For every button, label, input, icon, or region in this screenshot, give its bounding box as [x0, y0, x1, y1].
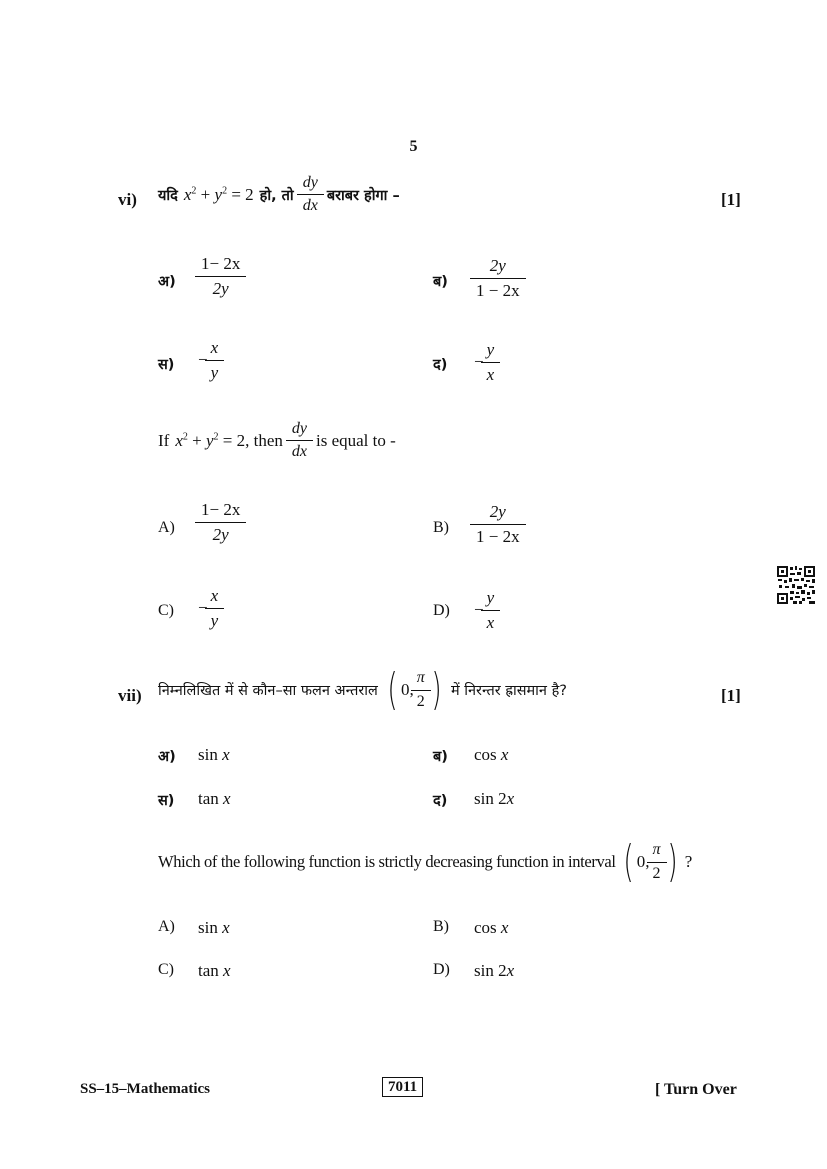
question-7-number: vii)	[118, 686, 142, 705]
q6-hindi-option-a-label: अ)	[158, 274, 176, 290]
q7-hindi-option-b-label: ब)	[433, 749, 448, 765]
q7-hindi-option-c: tan x	[198, 789, 231, 808]
q6-en-option-d-label: D)	[433, 602, 450, 619]
question-6-number: vi)	[118, 190, 137, 209]
footer-subject-code: SS–15–Mathematics	[80, 1081, 210, 1097]
q6-en-option-b-label: B)	[433, 519, 449, 536]
q6-hindi-option-b-label: ब)	[433, 274, 448, 290]
interval-expression: ( 0, $\frac{\pi}{2}$ )	[387, 664, 442, 715]
q7-hindi-option-a: sin x	[198, 745, 230, 764]
question-6-english: If $x^2 + y^2 = 2$, then $\frac{dy}{dx}$ is equal to -	[158, 420, 396, 461]
q6-hindi-option-d-label: द)	[433, 357, 448, 373]
q7-hindi-option-a-label: अ)	[158, 749, 176, 765]
qr-code-icon	[776, 565, 816, 605]
q7-hindi-text: निम्नलिखित में से कौन–सा फलन अन्तराल	[158, 683, 378, 699]
q7-hindi-option-b: cos x	[474, 745, 509, 764]
question-7-marks: [1]	[721, 686, 741, 705]
dy-dx-fraction-en: $\frac{dy}{dx}$	[289, 420, 310, 462]
q7-hindi-option-d: sin 2x	[474, 789, 515, 808]
q6-hindi-mid: हो, तो	[259, 187, 294, 204]
dy-dx-fraction: $\frac{dy}{dx}$	[300, 174, 321, 216]
question-7-hindi	[158, 664, 567, 715]
q7-en-option-b: cos x	[474, 918, 509, 937]
q6-en-option-d: − $\frac{y}{x}$	[474, 588, 497, 632]
q7-hindi-suffix: में निरन्तर ह्रासमान है?	[450, 683, 567, 699]
question-7-english: Which of the following function is strictly decreasing function in interval ( 0, $\frac{\pi}{2}$ ) ?	[158, 836, 693, 887]
q7-en-option-c: tan x	[198, 961, 231, 980]
footer-turn-over: [ Turn Over	[655, 1081, 737, 1098]
q6-en-option-a-label: A)	[158, 519, 175, 536]
footer-paper-code: 7011	[382, 1079, 423, 1096]
q7-en-option-d: sin 2x	[474, 961, 515, 980]
q7-en-option-a-label: A)	[158, 918, 175, 935]
q6-en-option-b: $\frac{2y}{1 - 2x}$	[473, 502, 523, 546]
q6-hindi-option-b: $\frac{2y}{1 - 2x}$	[473, 256, 523, 300]
q6-hindi-option-d: − $\frac{y}{x}$	[474, 340, 497, 384]
q6-hindi-equation: $x^2 + y^2 = 2$	[183, 184, 254, 204]
interval-expression-en: ( 0, $\frac{\pi}{2}$ )	[623, 836, 678, 887]
page-number: 5	[409, 138, 418, 155]
q7-en-option-d-label: D)	[433, 961, 450, 978]
q6-hindi-prefix: यदि	[158, 187, 178, 204]
q7-hindi-option-d-label: द)	[433, 793, 448, 809]
question-6-marks: [1]	[721, 190, 741, 209]
q6-en-option-c-label: C)	[158, 602, 174, 619]
q7-en-option-c-label: C)	[158, 961, 174, 978]
q6-hindi-option-a: $\frac{1- 2x}{2y}$	[198, 254, 243, 298]
q7-en-option-a: sin x	[198, 918, 230, 937]
question-6-hindi	[158, 174, 400, 216]
q7-en-option-b-label: B)	[433, 918, 449, 935]
q6-hindi-option-c-label: स)	[158, 357, 175, 373]
q6-hindi-option-c: − $\frac{x}{y}$	[198, 338, 221, 382]
q6-en-option-a: $\frac{1- 2x}{2y}$	[198, 500, 243, 544]
q6-hindi-suffix: बराबर होगा –	[326, 187, 400, 204]
q6-en-option-c: − $\frac{x}{y}$	[198, 586, 221, 630]
q7-hindi-option-c-label: स)	[158, 793, 175, 809]
